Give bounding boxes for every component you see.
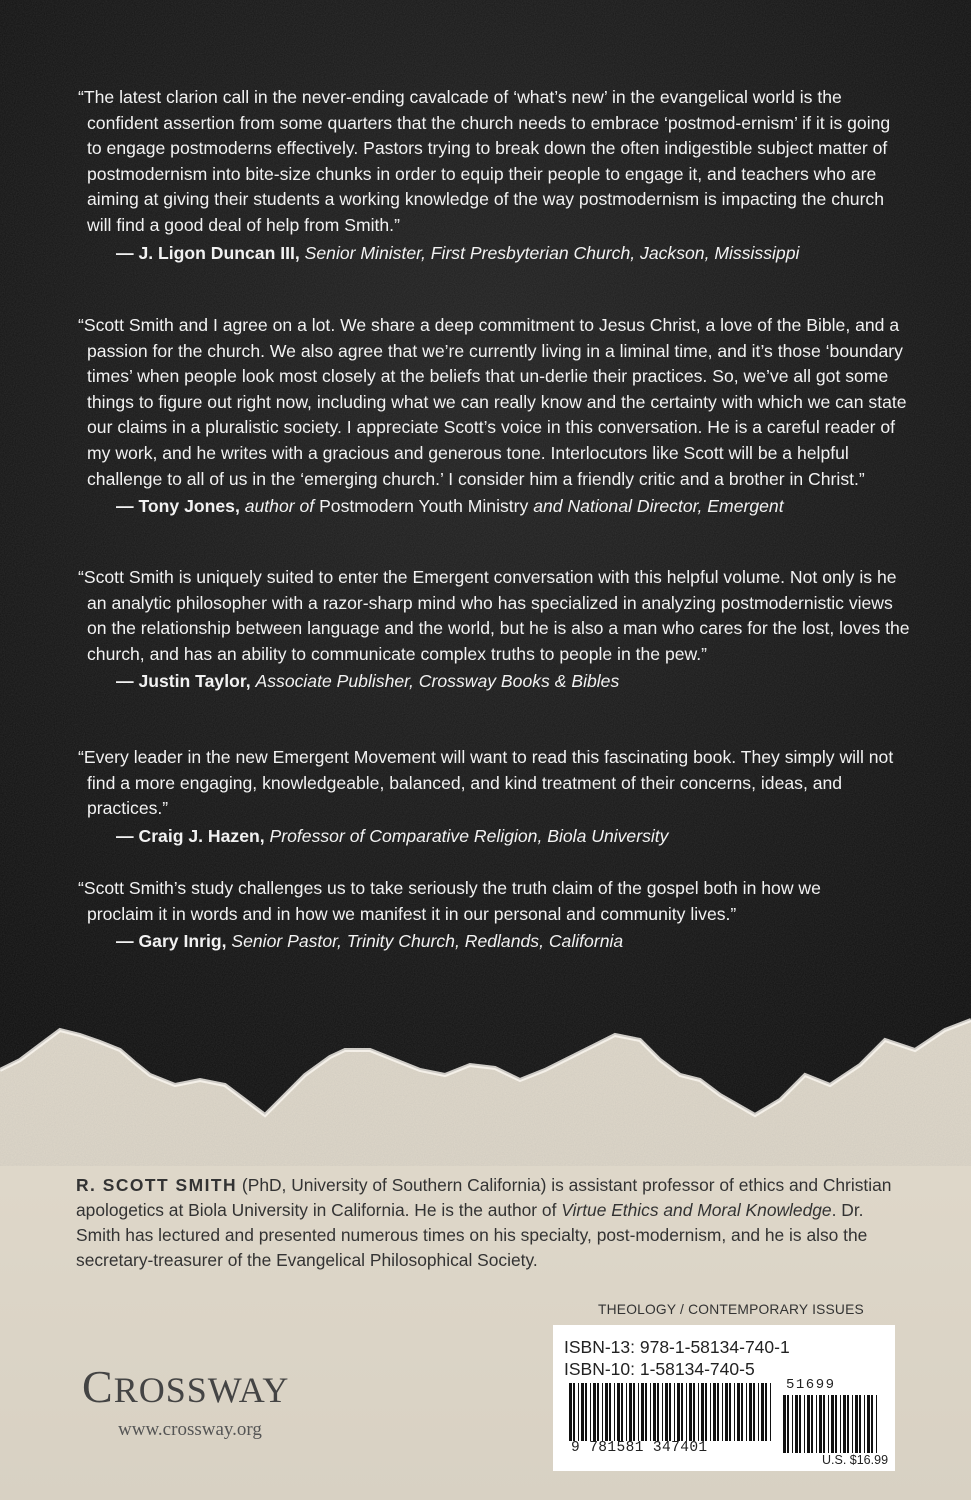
supplement-digits: 51699 [786, 1377, 836, 1393]
isbn-10: ISBN-10: 1-58134-740-5 [564, 1359, 755, 1379]
endorser-name: — Tony Jones, [116, 496, 240, 517]
publisher-name [82, 1360, 289, 1413]
endorsement-hazen [74, 745, 904, 849]
endorsement-inrig [74, 876, 864, 955]
quote-text: “Scott Smith and I agree on a lot. We share a deep commitment to Jesus Christ, a love of the Bible, and a passion for the church. We also agree that we’re currently living in a liminal time, and it’s those ‘boundary times’ when people look most closely at the beliefs that un-derlie their practices. So, we’ve all got some things to figure out right now, including what we can really know and the certainty with which we can state our claims in a pluralistic society. I appreciate Scott’s voice in this conversation. He is a careful reader of my work, and he writes with a gracious and generous tone. Interlocutors like Scott will be a helpful challenge to all of us in the ‘emerging church.’ I consider him a friendly critic and a brother in Christ.” [78, 315, 907, 489]
endorser-title: Professor of Comparative Religion, Biola University [269, 825, 669, 846]
isbn-13: ISBN-13: 978-1-58134-740-1 [564, 1337, 790, 1357]
endorser-name: — Craig J. Hazen, [116, 825, 265, 846]
endorsement-taylor [74, 565, 910, 695]
bio-text-1: (PhD, University of Southern California) is assistant professor of ethics and Christian apologetics at Biola University in California. He is the author of [76, 1175, 892, 1220]
endorser-title: Senior Minister, First Presbyterian Church, Jackson, Mississippi [304, 242, 800, 263]
endorser-name: — Justin Taylor, [116, 671, 251, 692]
endorsement-duncan [74, 85, 904, 266]
quote-attribution [116, 824, 904, 850]
quote-text: “Scott Smith’s study challenges us to take seriously the truth claim of the gospel both in how we proclaim it in words and in how we manifest it in our personal and community lives.” [78, 878, 821, 924]
publisher-name-initial: C [82, 1361, 114, 1412]
publisher-url: www.crossway.org [118, 1419, 262, 1440]
publisher-logo [82, 1360, 289, 1441]
quote-attribution [116, 494, 914, 520]
endorser-title: Associate Publisher, Crossway Books & Bibles [255, 671, 620, 692]
endorser-name: — J. Ligon Duncan III, [116, 242, 300, 263]
quote-attribution [116, 669, 910, 695]
author-name: R. SCOTT SMITH [76, 1175, 238, 1195]
endorser-title: Senior Pastor, Trinity Church, Redlands, California [231, 931, 624, 952]
category-label: THEOLOGY / CONTEMPORARY ISSUES [598, 1302, 864, 1317]
endorser-title-before: author of [244, 496, 315, 517]
quote-attribution [116, 241, 904, 267]
bio-text-2: . Dr. Smith has lectured and presented numerous times on his specialty, post-modernism, and he is also the secretary-treasurer of the Evangelical Philosophical Society. [76, 1200, 868, 1270]
endorsement-jones [74, 313, 914, 520]
price: U.S. $16.99 [822, 1453, 889, 1467]
endorser-book: Postmodern Youth Ministry [319, 496, 529, 517]
barcode-digits: 9 781581 347401 [571, 1440, 708, 1456]
bio-book-title: Virtue Ethics and Moral Knowledge [561, 1200, 832, 1220]
endorser-title-after: and National Director, Emergent [533, 496, 784, 517]
quote-text: “Scott Smith is uniquely suited to enter the Emergent conversation with this helpful volume. Not only is he an analytic philosopher with a razor-sharp mind who has specialized in analyzing postmodernistic views on the relationship between language and the world, but he is also a man who cares for the lost, loves the church, and has an ability to communicate complex truths to people in the pew.” [78, 567, 910, 664]
endorser-name: — Gary Inrig, [116, 931, 227, 952]
author-bio [76, 1173, 906, 1273]
quote-text: “Every leader in the new Emergent Movement will want to read this fascinating book. They simply will not find a more engaging, knowledgeable, balanced, and kind treatment of their concerns, ideas, and practices.” [78, 747, 894, 819]
barcode-box [553, 1325, 895, 1471]
quote-attribution [116, 929, 864, 955]
publisher-name-rest: ROSSWAY [113, 1370, 290, 1410]
quote-text: “The latest clarion call in the never-ending cavalcade of ‘what’s new’ in the evangelical world is the confident assertion from some quarters that the church needs to embrace ‘postmod-ernism’ if it is going to engage postmoderns effectively. Pastors trying to break down the often indigestible subject matter of postmodernism into bite-size chunks in order to equip their people to engage it, and teachers who are aiming at giving their students a working knowledge of the way postmodernism is impacting the church will find a good deal of help from Smith.” [78, 87, 891, 235]
